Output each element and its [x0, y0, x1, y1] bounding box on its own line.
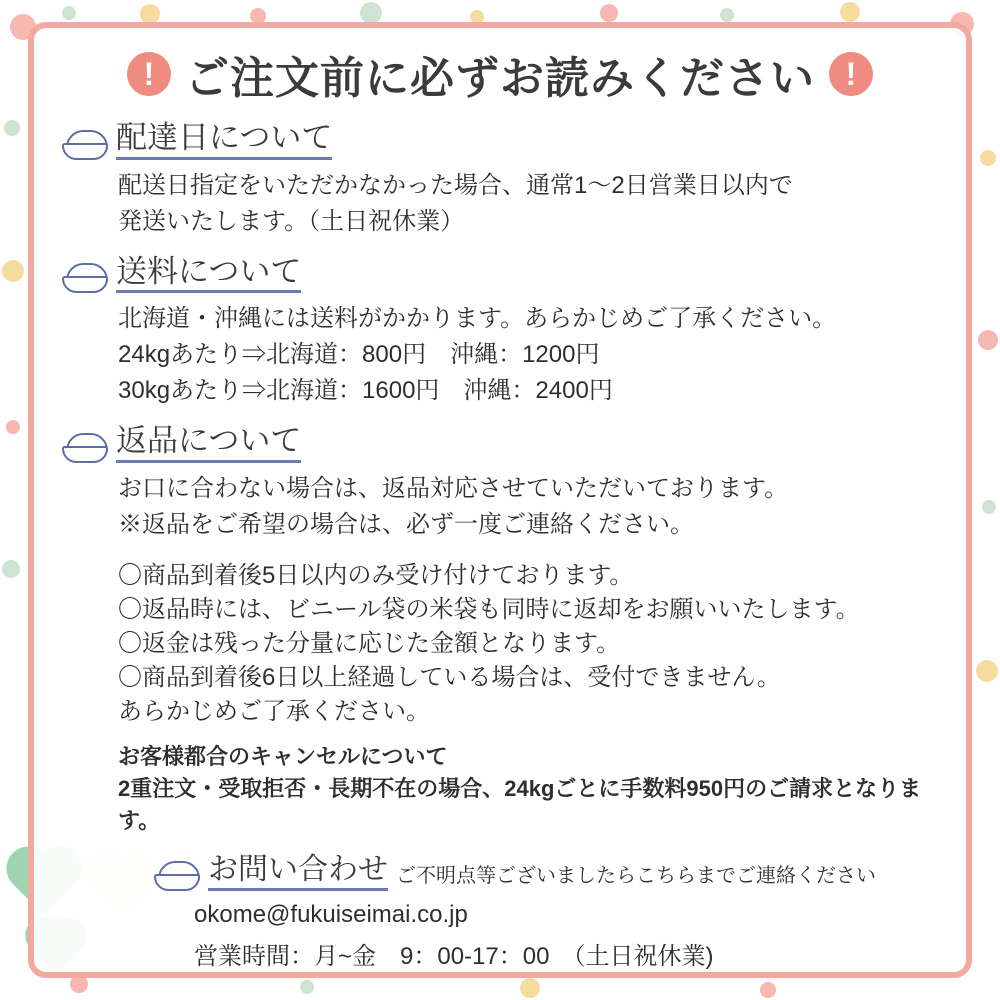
body-line: 30kgあたり⇒北海道：1600円 沖縄：2400円 — [118, 377, 613, 405]
body-line: 24kgあたり⇒北海道：800円 沖縄：1200円 — [118, 341, 600, 369]
section-body — [118, 301, 938, 409]
dot-decoration — [980, 150, 996, 166]
section-heading-text: 配達日について — [116, 120, 332, 160]
body-line: 北海道・沖縄には送料がかかります。あらかじめご了承ください。 — [118, 305, 837, 333]
section-shipping-fee — [34, 254, 966, 410]
section-body — [118, 168, 938, 240]
dot-decoration — [976, 660, 998, 682]
section-heading-text: 返品について — [116, 423, 301, 463]
rice-bowl-icon — [62, 130, 108, 160]
dot-decoration — [140, 4, 160, 24]
exclamation-icon-left: ! — [127, 52, 171, 96]
rice-bowl-icon — [62, 433, 108, 463]
body-line: あらかじめご了承ください。 — [118, 698, 430, 726]
dot-decoration — [760, 982, 776, 998]
body-line: 発送いたします。（土日祝休業） — [118, 207, 465, 235]
page-title — [34, 42, 966, 106]
dot-decoration — [720, 8, 734, 22]
cancellation-heading: お客様都合のキャンセルについて — [118, 744, 448, 770]
dot-decoration — [600, 4, 618, 22]
section-heading — [62, 423, 938, 463]
cancellation-detail: 2重注文・受取拒否・長期不在の場合、24kgごとに手数料950円のご請求となります。 — [118, 776, 922, 834]
contact-email[interactable]: okome@fukuiseimai.co.jp — [194, 901, 468, 929]
dot-decoration — [62, 6, 76, 20]
body-line: お口に合わない場合は、返品対応させていただいております。 — [118, 474, 789, 502]
notice-card — [28, 22, 972, 978]
section-heading — [62, 254, 938, 294]
section-delivery-date — [34, 120, 966, 240]
body-line: 〇返品時には、ビニール袋の米袋も同時に返却をお願いいたします。 — [118, 596, 860, 623]
rice-bowl-icon — [154, 861, 200, 891]
dot-decoration — [982, 500, 996, 514]
dot-decoration — [2, 260, 24, 282]
contact-note-text: ご不明点等ございましたらこちらまでご連絡ください — [396, 865, 876, 888]
contact-hours: 営業時間：月~金 9：00-17：00 （土日祝休業) — [194, 943, 714, 971]
dot-decoration — [840, 2, 860, 22]
dot-decoration — [4, 120, 20, 136]
body-line: ※返品をご希望の場合は、必ず一度ご連絡ください。 — [118, 510, 694, 538]
dot-decoration — [2, 560, 20, 578]
section-returns — [34, 423, 966, 837]
dot-decoration — [6, 420, 20, 434]
title-text: ご注文前に必ずお読みください — [185, 54, 815, 103]
contact-heading — [154, 853, 966, 892]
dot-decoration — [300, 980, 314, 994]
contact-title-text: お問い合わせ — [208, 853, 388, 892]
dot-decoration — [978, 330, 998, 350]
dot-decoration — [360, 2, 382, 24]
section-heading-text: 送料について — [116, 254, 301, 294]
rice-bowl-icon — [62, 263, 108, 293]
exclamation-icon-right: ! — [829, 52, 873, 96]
body-line: 配送日指定をいただかなかった場合、通常1〜2日営業日以内で — [118, 171, 793, 199]
section-body — [118, 471, 938, 543]
section-body-conditions — [118, 559, 938, 729]
section-heading — [62, 120, 938, 160]
cancellation-note — [62, 741, 938, 837]
section-contact — [34, 853, 966, 976]
dot-decoration — [520, 978, 540, 998]
body-line: 〇返金は残った分量に応じた金額となります。 — [118, 630, 621, 658]
body-line: 〇商品到着後5日以内のみ受け付けております。 — [118, 561, 634, 589]
body-line: 〇商品到着後6日以上経過している場合は、受付できません。 — [118, 664, 781, 692]
